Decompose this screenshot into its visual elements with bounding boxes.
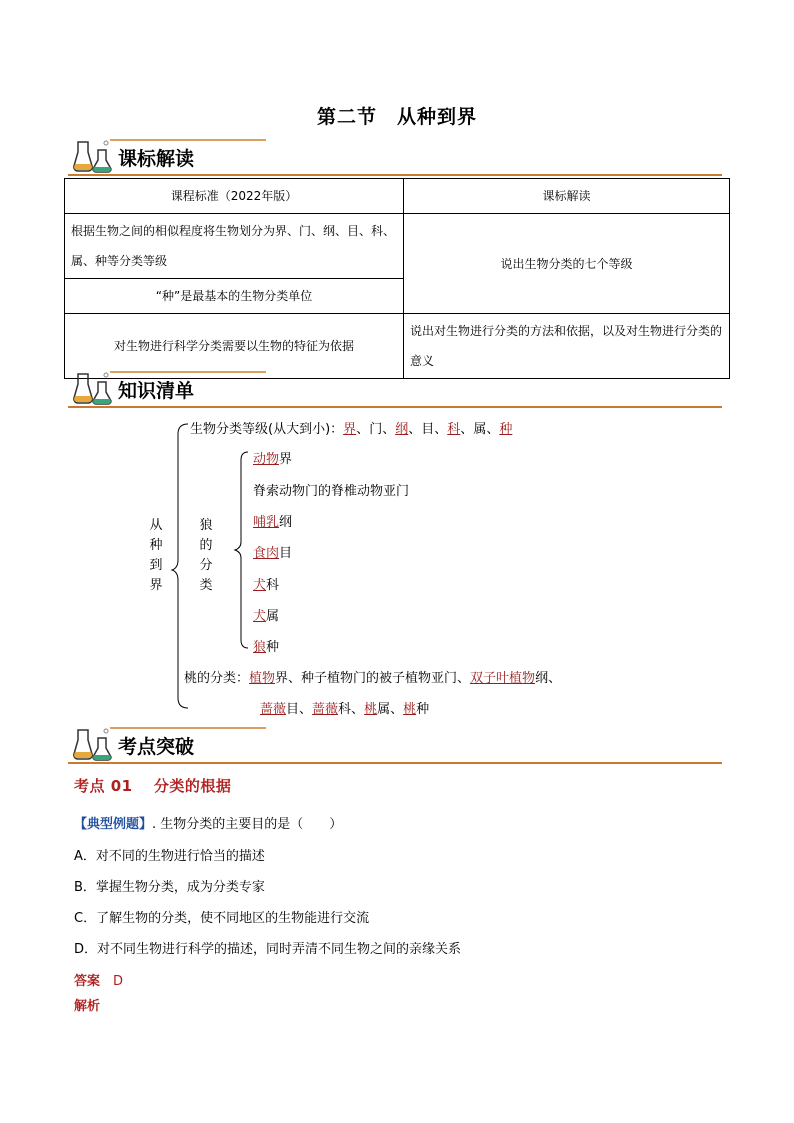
answer-value: D: [113, 974, 124, 989]
highlight: 桃: [403, 702, 417, 717]
peach-line-1: [184, 667, 561, 686]
table-row: [65, 314, 730, 379]
highlight: 犬: [253, 609, 267, 624]
level-kingdom: 界: [343, 422, 357, 437]
level-species: 种: [499, 422, 513, 437]
answer-line: [74, 970, 123, 989]
item-text: 科、: [338, 702, 365, 717]
item-text: 界: [279, 452, 293, 467]
wolf-item: [253, 480, 409, 499]
highlight: 哺乳: [253, 515, 280, 530]
highlight: 桃: [364, 702, 378, 717]
example-tag: 【典型例题】: [74, 817, 153, 832]
table-cell: 说出对生物进行分类的方法和依据，以及对生物进行分类的意义: [404, 314, 730, 379]
wolf-item: [253, 448, 292, 467]
item-text: 目: [279, 546, 293, 561]
highlight: 狼: [253, 640, 267, 655]
highlight: 双子叶植物: [470, 671, 536, 686]
section-title: 课标解读: [118, 148, 195, 170]
item-text: 界、种子植物门的被子植物亚门、: [275, 671, 471, 686]
answer-label: 答案: [74, 974, 101, 989]
header-accent-line: [110, 371, 266, 373]
item-text: 纲、: [535, 671, 562, 686]
section-header-knowledge-list: [68, 370, 722, 408]
option-c: C．了解生物的分类，使不同地区的生物能进行交流: [74, 911, 370, 926]
table-header: 课标解读: [404, 179, 730, 214]
section-rule: [68, 174, 722, 176]
analysis-label: 解析: [74, 999, 101, 1014]
item-text: 目、: [286, 702, 313, 717]
level-phylum: 门: [369, 422, 383, 437]
item-text: 种: [416, 702, 430, 717]
wolf-label: 狼的分类: [199, 518, 213, 593]
standards-table: [64, 178, 730, 379]
item-text: 属、: [377, 702, 404, 717]
level-genus: 属: [473, 422, 487, 437]
table-header-row: [65, 179, 730, 214]
levels-line: 生物分类等级(从大到小)：界、门、纲、目、科、属、种: [190, 422, 513, 437]
wolf-item: [253, 636, 279, 655]
highlight: 犬: [253, 578, 267, 593]
page-title: 第二节 从种到界: [316, 106, 477, 128]
option-b: B．掌握生物分类，成为分类专家: [74, 880, 265, 895]
highlight: 动物: [253, 452, 280, 467]
brace-wolf: [232, 448, 252, 654]
item-text: 属: [266, 609, 280, 624]
level-family: 科: [447, 422, 461, 437]
exam-point-title: 考点 01 分类的根据: [74, 777, 232, 795]
section-rule: [68, 406, 722, 408]
level-class: 纲: [395, 422, 409, 437]
header-accent-line: [110, 139, 266, 141]
section-header-course-standards: [68, 138, 722, 176]
section-header-exam-points: [68, 726, 722, 764]
table-header: 课程标准（2022年版）: [65, 179, 404, 214]
option-d: D．对不同生物进行科学的描述，同时弄清不同生物之间的亲缘关系: [74, 942, 462, 957]
section-rule: [68, 762, 722, 764]
table-row: [65, 214, 730, 279]
highlight: 蔷薇: [260, 702, 287, 717]
example-question: [74, 813, 342, 832]
flask-beakers-icon: [72, 138, 114, 174]
item-text: 科: [266, 578, 280, 593]
tree-root-label: 从种到界: [149, 518, 163, 593]
wolf-item: [253, 574, 279, 593]
wolf-item: [253, 605, 279, 624]
option-a: A．对不同的生物进行恰当的描述: [74, 849, 265, 864]
levels-prefix: 生物分类等级(从大到小)：: [190, 422, 344, 437]
level-order: 目: [421, 422, 435, 437]
item-text: 纲: [279, 515, 293, 530]
highlight: 食肉: [253, 546, 280, 561]
flask-beakers-icon: [72, 370, 114, 406]
question-text: . 生物分类的主要目的是（ ）: [152, 817, 343, 832]
wolf-item: [253, 511, 292, 530]
item-text: 脊索动物门的脊椎动物亚门: [253, 484, 410, 499]
flask-beakers-icon: [72, 726, 114, 762]
table-cell: 说出生物分类的七个等级: [404, 214, 730, 314]
section-title: 考点突破: [118, 736, 195, 758]
highlight: 植物: [249, 671, 276, 686]
table-cell: 对生物进行科学分类需要以生物的特征为依据: [65, 314, 404, 379]
peach-prefix: 桃的分类：: [184, 671, 250, 686]
table-cell: “种”是最基本的生物分类单位: [65, 279, 404, 314]
table-cell: 根据生物之间的相似程度将生物划分为界、门、纲、目、科、属、种等分类等级: [65, 214, 404, 279]
header-accent-line: [110, 727, 266, 729]
highlight: 蔷薇: [312, 702, 339, 717]
section-title: 知识清单: [118, 380, 195, 402]
wolf-item: [253, 542, 292, 561]
item-text: 种: [266, 640, 280, 655]
peach-line-2: [260, 698, 429, 717]
